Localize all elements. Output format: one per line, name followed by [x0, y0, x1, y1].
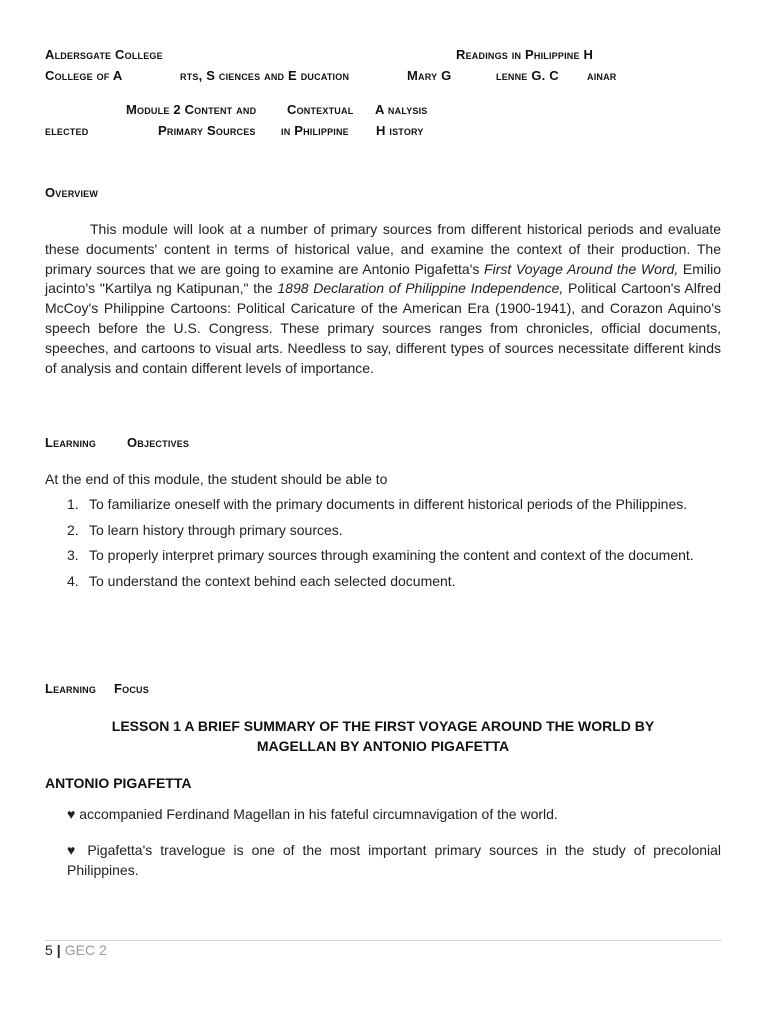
module-title-part-1: Module 2 Content and	[126, 102, 257, 117]
bullet-item	[67, 805, 721, 825]
objective-number: 3.	[67, 547, 79, 563]
objective-text: To properly interpret primary sources through examining the content and context of the document.	[89, 547, 694, 563]
author-name-part-3: ainar	[587, 68, 617, 83]
subject-heading: ANTONIO PIGAFETTA	[45, 775, 192, 791]
module-subtitle-part-1: elected	[45, 123, 89, 138]
objective-number: 1.	[67, 496, 79, 512]
footer-course-code: GEC 2	[64, 942, 107, 958]
page-number: 5	[45, 942, 53, 958]
overview-paragraph	[45, 220, 721, 378]
objective-text: To familiarize oneself with the primary documents in different historical periods of the Philippines.	[89, 496, 688, 512]
focus-heading-part-1: Learning	[45, 681, 97, 696]
objective-item	[45, 495, 721, 515]
heart-bullet-icon: ♥	[67, 842, 80, 858]
bullet-text: accompanied Ferdinand Magellan in his fateful circumnavigation of the world.	[79, 806, 558, 822]
objectives-intro: At the end of this module, the student should be able to	[45, 471, 388, 487]
author-name-part-2: lenne G. C	[496, 68, 559, 83]
objectives-heading-part-1: Learning	[45, 435, 97, 450]
module-subtitle-part-4: H istory	[376, 123, 424, 138]
lesson-title-line-1: LESSON 1 A BRIEF SUMMARY OF THE FIRST VOYAGE AROUND THE WORLD BY	[111, 718, 655, 734]
college-name-part-1: College of A	[45, 68, 123, 83]
objectives-heading-part-2: Objectives	[127, 435, 190, 450]
overview-text-2: Emilio jacinto's "Kartilya ng Katipunan," the	[45, 260, 721, 297]
objective-text: To understand the context behind each selected document.	[89, 572, 456, 589]
objective-number: 2.	[67, 521, 79, 538]
objective-item	[45, 521, 721, 541]
page-footer	[45, 942, 107, 958]
objective-item	[45, 546, 721, 566]
module-subtitle-part-2: Primary Sources	[158, 123, 256, 138]
module-title-part-3: A nalysis	[375, 102, 428, 117]
objectives-list	[45, 495, 721, 597]
overview-heading: Overview	[45, 185, 99, 200]
overview-text-3: Political Cartoon's Alfred McCoy's Philippine Cartoons: Political Caricature of the American Era (1900-1941), and Corazon Aquino's speech before the U.S. Congress. These primary sources ranges from chronicles, official documents, speeches, and cartoons to visual arts. Needless to say, different types of sources necessitate different kinds of analysis and contain different levels of importance.	[45, 280, 721, 376]
footer-separator: |	[56, 942, 61, 958]
objective-text: To learn history through primary sources.	[89, 521, 343, 538]
course-title: Readings in Philippine H	[456, 47, 594, 62]
lesson-title	[45, 716, 721, 756]
footer-divider	[45, 940, 722, 941]
author-name-part-1: Mary G	[407, 68, 452, 83]
school-name: Aldersgate College	[45, 47, 163, 62]
objective-number: 4.	[67, 572, 79, 589]
module-subtitle-part-3: in Philippine	[281, 123, 349, 138]
overview-italic-2: 1898 Declaration of Philippine Independence,	[277, 280, 564, 297]
lesson-title-line-2: MAGELLAN BY ANTONIO PIGAFETTA	[256, 738, 510, 754]
overview-text-1: This module will look at a number of primary sources from different historical periods and evaluate these documents' content in terms of historical value, and examine the context of their production. The primary sources that we are going to examine are Antonio Pigafetta's	[45, 221, 721, 277]
heart-bullet-icon: ♥	[67, 806, 76, 822]
module-title-part-2: Contextual	[287, 102, 354, 117]
college-name-part-2: rts, S ciences and E ducation	[180, 68, 350, 83]
bullet-text: Pigafetta's travelogue is one of the most important primary sources in the study of precolonial Philippines.	[67, 842, 722, 878]
focus-heading-part-2: Focus	[114, 681, 149, 696]
bullet-item	[67, 841, 721, 880]
overview-italic-1: First Voyage Around the Word,	[484, 260, 679, 277]
objective-item	[45, 572, 721, 592]
